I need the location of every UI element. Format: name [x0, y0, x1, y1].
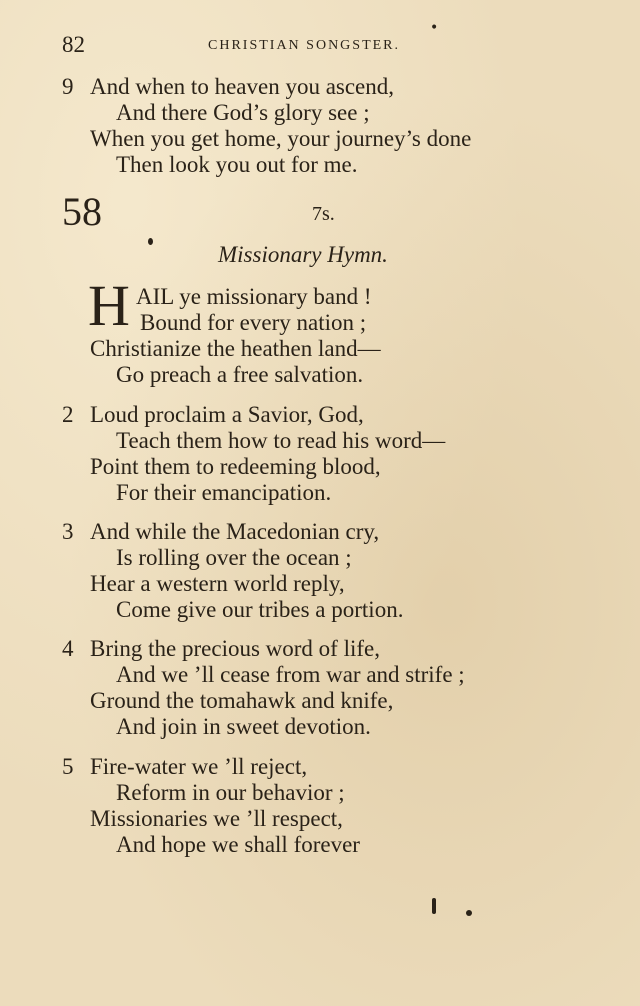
verse-line: Bring the precious word of life,: [90, 636, 380, 661]
verse-line: For their emancipation.: [116, 480, 332, 505]
drop-cap: H: [88, 273, 130, 338]
hymn-meter: 7s.: [312, 203, 335, 225]
verse-line: Fire-water we ’ll reject,: [90, 754, 308, 779]
verse-line: And we ’ll cease from war and strife ;: [116, 662, 465, 687]
hymn-title: Missionary Hymn.: [218, 242, 388, 267]
verse-line: Point them to redeeming blood,: [90, 454, 381, 479]
hymn-number: 58: [62, 189, 102, 234]
verse-line: Bound for every nation ;: [140, 310, 367, 335]
ink-speck: [466, 910, 472, 916]
verse-line: And when to heaven you ascend,: [90, 74, 395, 99]
verse-line: Go preach a free salvation.: [116, 362, 364, 387]
verse-line: Loud proclaim a Savior, God,: [90, 402, 364, 427]
verse-line: And join in sweet devotion.: [116, 714, 371, 739]
verse-line: When you get home, your journey’s done: [90, 126, 472, 151]
verse-line: And there God’s glory see ;: [116, 100, 370, 125]
header-dot: •: [430, 20, 439, 36]
verse-line: Reform in our behavior ;: [116, 780, 345, 805]
verse-number: 3: [62, 519, 74, 544]
verse-line: AIL ye missionary band !: [136, 284, 372, 309]
verse-number: 9: [62, 74, 74, 99]
verse-line: Come give our tribes a portion.: [116, 597, 404, 622]
verse-line: Is rolling over the ocean ;: [116, 545, 352, 570]
page-header: [62, 20, 462, 60]
verse-line: Hear a western world reply,: [90, 571, 345, 596]
verse-line: Christianize the heathen land—: [90, 336, 381, 361]
verse-number: 2: [62, 402, 74, 427]
verse-line: And hope we shall forever: [116, 832, 360, 857]
verse-number: 4: [62, 636, 74, 661]
running-head: CHRISTIAN SONGSTER.: [208, 38, 401, 53]
verse-line: Missionaries we ’ll respect,: [90, 806, 343, 831]
verse-number: 5: [62, 754, 74, 779]
ink-speck: [432, 898, 436, 914]
verse-line: Teach them how to read his word—: [116, 428, 446, 453]
ink-speck: [148, 238, 153, 245]
verse-line: Then look you out for me.: [116, 152, 358, 177]
page-number: 82: [62, 32, 85, 57]
verse-line: Ground the tomahawk and knife,: [90, 688, 394, 713]
verse-line: And while the Macedonian cry,: [90, 519, 380, 544]
